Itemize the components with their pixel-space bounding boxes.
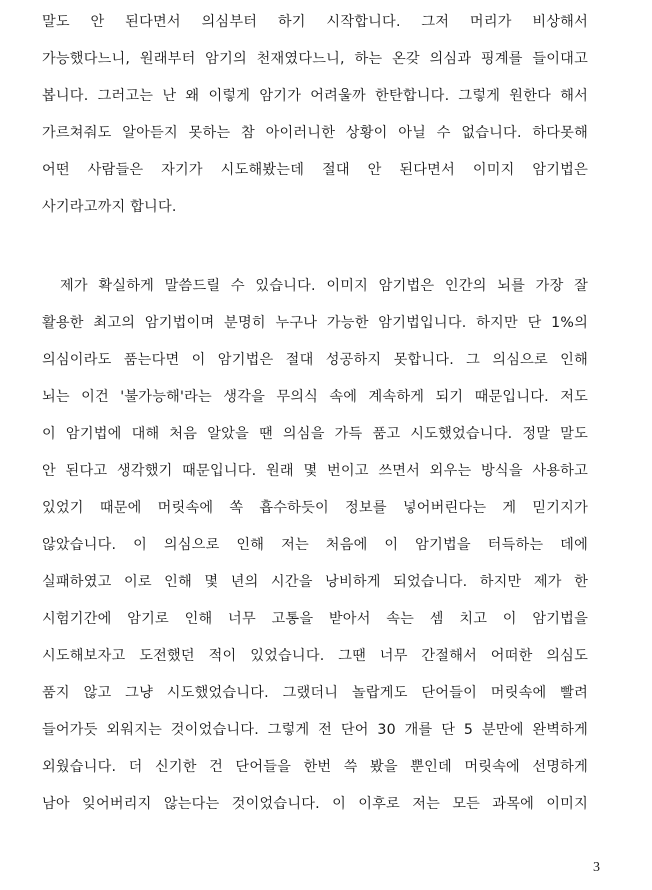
text-line: 가르쳐줘도 알아듣지 못하는 참 아이러니한 상황이 아닐 수 없습니다. 하다못해 <box>42 125 588 141</box>
text-line: 외웠습니다. 더 신기한 건 단어들을 한번 쓱 봤을 뿐인데 머릿속에 선명하게 <box>42 759 588 775</box>
text-line: 활용한 최고의 암기법이며 분명히 누구나 가능한 암기법입니다. 하지만 단 1%의 <box>42 315 588 331</box>
text-line: 이 암기법에 대해 처음 알았을 땐 의심을 가득 품고 시도했었습니다. 정말 말도 <box>42 426 588 442</box>
text-line: 어떤 사람들은 자기가 시도해봤는데 절대 안 된다면서 이미지 암기법은 <box>42 162 588 178</box>
paragraph-1 <box>42 4 588 226</box>
text-line: 봅니다. 그러고는 난 왜 이렇게 암기가 어려울까 한탄합니다. 그렇게 원한다 해서 <box>42 88 588 104</box>
text-line: 말도 안 된다면서 의심부터 하기 시작합니다. 그저 머리가 비상해서 <box>42 14 588 30</box>
text-line: 사기라고까지 합니다. <box>42 199 177 215</box>
text-line: 제가 확실하게 말씀드릴 수 있습니다. 이미지 암기법은 인간의 뇌를 가장 잘 <box>60 278 588 294</box>
text-line: 들어가듯 외워지는 것이었습니다. 그렇게 전 단어 30 개를 단 5 분만에 완벽하게 <box>42 722 588 738</box>
text-line: 가능했다느니, 원래부터 암기의 천재였다느니, 하는 온갖 의심과 핑계를 들이대고 <box>42 51 588 67</box>
text-line: 의심이라도 품는다면 이 암기법은 절대 성공하지 못합니다. 그 의심으로 인해 <box>42 352 588 368</box>
page-number: 3 <box>593 860 600 875</box>
text-line: 않았습니다. 이 의심으로 인해 저는 처음에 이 암기법을 터득하는 데에 <box>42 537 588 553</box>
text-line: 안 된다고 생각했기 때문입니다. 원래 몇 번이고 쓰면서 외우는 방식을 사용하고 <box>42 463 588 479</box>
text-line: 실패하였고 이로 인해 몇 년의 시간을 낭비하게 되었습니다. 하지만 제가 한 <box>42 574 588 590</box>
text-line: 남아 잊어버리지 않는다는 것이었습니다. 이 이후로 저는 모든 과목에 이미지 <box>42 796 588 812</box>
paragraph-2 <box>42 268 588 823</box>
text-line: 품지 않고 그냥 시도했었습니다. 그랬더니 놀랍게도 단어들이 머릿속에 빨려 <box>42 685 588 701</box>
text-line: 시험기간에 암기로 인해 너무 고통을 받아서 속는 셈 치고 이 암기법을 <box>42 611 588 627</box>
text-line: 있었기 때문에 머릿속에 쏙 흡수하듯이 정보를 넣어버린다는 게 믿기지가 <box>42 500 588 516</box>
text-line: 시도해보자고 도전했던 적이 있었습니다. 그땐 너무 간절해서 어떠한 의심도 <box>42 648 588 664</box>
text-line: 뇌는 이건 '불가능해'라는 생각을 무의식 속에 계속하게 되기 때문입니다. 저도 <box>42 389 588 405</box>
